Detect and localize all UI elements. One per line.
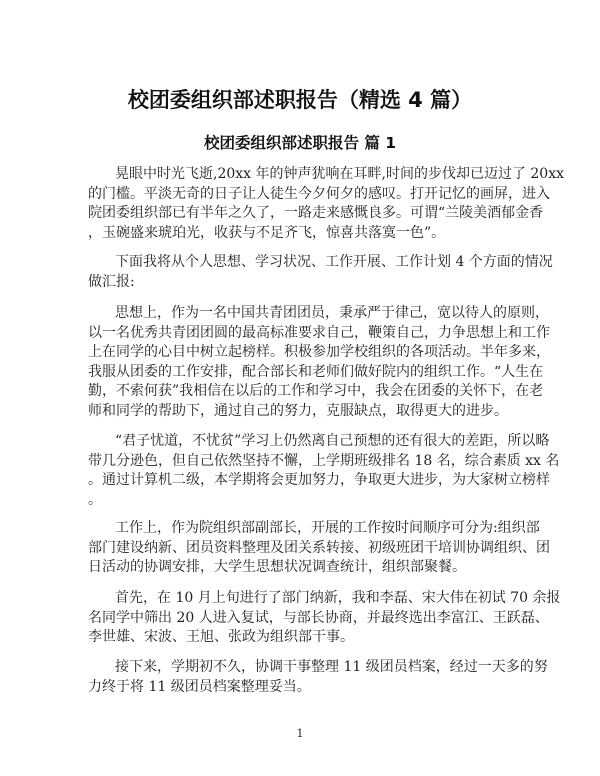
paragraph — [88, 519, 550, 578]
paragraph-line: 的门槛。平淡无奇的日子让人徒生今夕何夕的感叹。打开记忆的画屏，进入 — [88, 185, 550, 202]
paragraph-line: 名同学中筛出 20 人进入复试，与部长协商，并最终选出李富江、王跃磊、 — [88, 609, 549, 626]
paragraph-line: 做汇报: — [88, 273, 135, 290]
paragraph-line: 首先，在 10 月上旬进行了部门纳新，我和李磊、宋大伟在初试 70 余报 — [115, 590, 561, 606]
paragraph-line: 我服从团委的工作安排，配合部长和老师们做好院内的组织工作。“人生在 — [88, 363, 544, 380]
paragraph-line: 李世雄、宋波、王旭、张政为组织部干事。 — [88, 629, 354, 646]
paragraph-line: “君子忧道，不忧贫”学习上仍然离自己预想的还有很大的差距，所以略 — [115, 433, 550, 449]
paragraph-line: 以一名优秀共青团团圆的最高标准要求自己，鞭策自己，力争思想上和工作 — [88, 324, 550, 341]
paragraph-line: 带几分逊色，但自己依然坚持不懈，上学期班级排名 18 名，综合素质 xx 名 — [88, 452, 560, 469]
paragraph-line: 思想上，作为一名中国共青团团员，秉承严于律己，宽以待人的原则， — [115, 305, 549, 321]
paragraph — [88, 253, 553, 292]
paragraph-line: 部门建设纳新、团员资料整理及团关系转接、初级班团干培训协调组织、团 — [88, 539, 550, 556]
paragraph-line: 工作上，作为院组织部副部长，开展的工作按时间顺序可分为:组织部 — [115, 520, 540, 536]
paragraph-line: 下面我将从个人思想、学习状况、工作开展、工作计划 4 个方面的情况 — [115, 254, 553, 270]
paragraph — [88, 589, 561, 648]
paragraph-line: 晃眼中时光飞逝,20xx 年的钟声犹响在耳畔,时间的步伐却已迈过了 20xx — [115, 166, 565, 182]
paragraph-line: 。通过计算机二级，本学期将会更加努力，争取更大进步，为大家树立榜样 — [88, 472, 550, 489]
paragraph-line: 勤，不索何获”我相信在以后的工作和学习中，我会在团委的关怀下，在老 — [88, 383, 544, 400]
paragraph — [88, 165, 565, 243]
paragraph-line: 院团委组织部已有半年之久了，一路走来感慨良多。可谓“兰陵美酒郁金香 — [88, 205, 544, 222]
paragraph-line: 日活动的协调安排，大学生思想状况调查统计，组织部聚餐。 — [88, 559, 466, 576]
paragraph — [88, 658, 548, 697]
section-heading: 校团委组织部述职报告 篇 1 — [203, 134, 397, 152]
paragraph-line: 师和同学的帮助下，通过自己的努力，克服缺点，取得更大的进步。 — [88, 402, 508, 419]
paragraph — [88, 432, 560, 510]
paragraph-line: 。 — [88, 491, 102, 508]
paragraph-line: 接下来，学期初不久，协调干事整理 11 级团员档案，经过一天多的努 — [115, 659, 548, 675]
page-number: 1 — [296, 727, 304, 740]
paragraph-line: ，玉碗盛来琥珀光，收获与不足齐飞，惊喜共落寞一色”。 — [88, 224, 446, 241]
paragraph-line: 力终于将 11 级团员档案整理妥当。 — [88, 678, 311, 695]
document-title: 校团委组织部述职报告（精选 4 篇） — [127, 88, 473, 112]
paragraph — [88, 304, 550, 422]
paragraph-line: 上在同学的心目中树立起榜样。积极参加学校组织的各项活动。半年多来， — [88, 344, 550, 361]
